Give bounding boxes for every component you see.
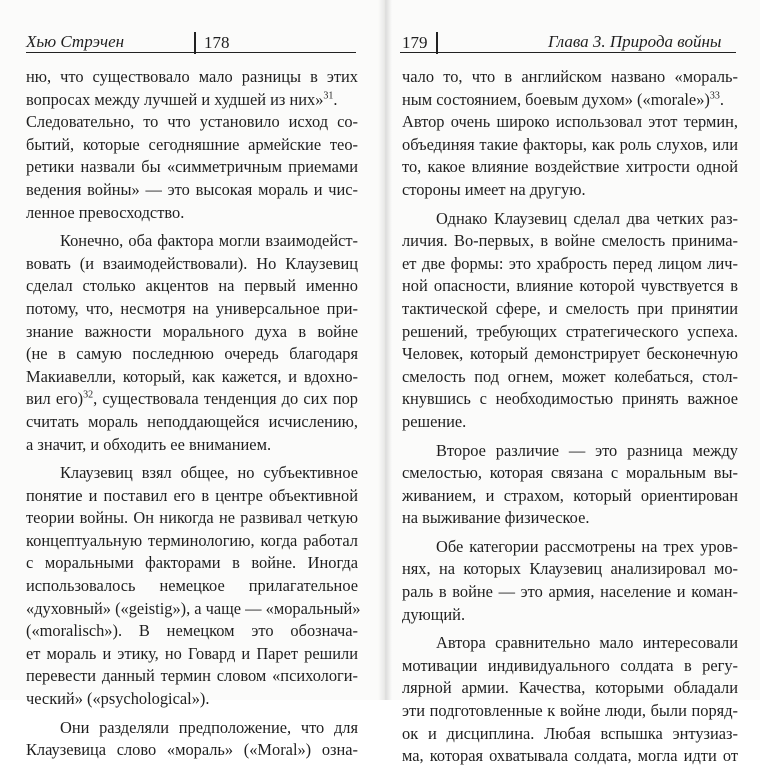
- text-line: ной опасности, влияние которой чувствуется в: [402, 276, 738, 296]
- text-line: ет две формы: это храбрость перед лицом лич-: [402, 253, 738, 273]
- text-line: ет мораль и этику, но Говард и Парет решили: [26, 643, 358, 663]
- text-line: живанием, и страхом, который ориентирован: [402, 485, 738, 505]
- header-rule-left: [26, 52, 356, 53]
- text-line: считать мораль неподдающейся исчислению,: [26, 411, 358, 431]
- text-line: Конечно, оба фактора могли взаимодейст-: [60, 231, 358, 251]
- text-line: объединяя такие факторы, как роль слухов, или: [402, 134, 738, 154]
- text-line: мотивации индивидуального солдата в регу-: [402, 655, 738, 675]
- footnote-ref[interactable]: 31: [323, 90, 334, 102]
- text-line: тактической сфере, и смелость при принятии: [402, 298, 738, 318]
- text-line: кнувшись с необходимостью принять важное: [402, 389, 738, 409]
- text-line: чало то, что в английском названо «мораль-: [402, 67, 738, 86]
- text-line: «духовный» («geistig»), а чаще — «моральный»: [26, 598, 361, 618]
- text-line: дующий.: [402, 604, 466, 624]
- text-line: Они разделяли предположение, что для: [60, 717, 358, 737]
- text-line: («moralisch»). В немецком это обознача-: [26, 621, 358, 641]
- text-line: то, какое влияние воздействие хитрости одной: [402, 157, 738, 177]
- text-line: Второе различие — это разница между: [436, 440, 738, 460]
- text-line: Клаузевица слово «мораль» («Moral») озна-: [26, 740, 358, 760]
- text-line: вовать (и взаимодействовали). Но Клаузевиц: [26, 253, 358, 273]
- footnote-ref[interactable]: 33: [709, 90, 720, 102]
- text-line: ведения войны» — это высокая мораль и чис-: [26, 179, 358, 199]
- text-line: концептуальную терминологию, когда работал: [26, 530, 358, 550]
- text-line: теории войны. Он никогда не развивал четкую: [26, 508, 358, 528]
- right-page-body: [402, 66, 738, 768]
- text-line: ным состоянием, боевым духом» («morale»)$^{33}$.: [402, 89, 724, 109]
- text-line: Автора сравнительно мало интересовали: [436, 633, 738, 653]
- left-page-body: [26, 66, 361, 762]
- book-gutter: [378, 0, 392, 700]
- text-line: раль в войне — это армия, население и коман-: [402, 582, 738, 602]
- text-line: эти подготовленные к войне люди, были поряд-: [402, 701, 738, 721]
- text-line: ню, что существовало мало разницы в этих: [26, 67, 358, 86]
- page-number-left: 178: [194, 32, 230, 54]
- text-line: перевести данный термин словом «психологи-: [26, 666, 358, 686]
- text-line: бытий, которые сегодняшние армейские тео-: [26, 134, 358, 154]
- text-line: с моральными факторами в войне. Иногда: [26, 553, 358, 573]
- text-line: Клаузевиц взял общее, но субъективное: [60, 463, 358, 483]
- text-line: вил его)$^{32}$, существовала тенденция до сих пор: [26, 389, 358, 409]
- text-line: стороны имеет на другую.: [402, 179, 586, 199]
- text-line: использовалось немецкое прилагательное: [26, 576, 358, 596]
- text-line: ленное превосходство.: [26, 202, 185, 222]
- text-line: ма, которая охватывала солдата, могла идти от: [402, 746, 738, 766]
- text-line: на выживание физическое.: [402, 508, 590, 528]
- text-line: знание важности морального духа в войне: [26, 321, 358, 341]
- text-line: сделал столько акцентов на первый именно: [26, 276, 358, 296]
- text-line: решение.: [402, 411, 467, 431]
- text-line: понятие и поставил его в центре объективной: [26, 485, 358, 505]
- text-line: лярной армии. Качества, которыми обладали: [402, 678, 738, 698]
- text-line: ок и дисциплина. Любая вспышка энтузиаз-: [402, 723, 738, 743]
- footnote-ref[interactable]: 32: [83, 389, 94, 401]
- text-line: Человек, который демонстрирует бесконечную: [402, 344, 738, 364]
- text-line: а значит, и обходить ее вниманием.: [26, 434, 272, 454]
- text-line: потому, что, несмотря на универсальное при-: [26, 298, 358, 318]
- text-line: Макиавелли, который, как кажется, и вдохно-: [26, 366, 358, 386]
- text-line: смелость под огнем, может колебаться, стол-: [402, 366, 738, 386]
- text-line: Однако Клаузевиц сделал два четких раз-: [436, 208, 738, 228]
- text-line: (не в самую последнюю очередь благодаря: [26, 344, 358, 364]
- text-line: решений, требующих стратегического успеха.: [402, 321, 738, 341]
- text-line: ческий» («psychological»).: [26, 689, 210, 709]
- text-line: Автор очень широко использовал этот термин,: [402, 112, 738, 132]
- header-rule-right: [400, 52, 736, 53]
- text-line: нях, на которых Клаузевиц анализировал мо-: [402, 559, 738, 579]
- right-page: [384, 0, 760, 766]
- page-number-right: 179: [402, 32, 438, 54]
- text-line: Следовательно, то что установило исход со-: [26, 112, 358, 132]
- text-line: вопросах между лучшей и худшей из них»$^{31}$.: [26, 89, 338, 109]
- text-line: Обе категории рассмотрены на трех уров-: [436, 536, 738, 556]
- text-line: личия. Во-первых, в войне смелость принима-: [402, 231, 738, 251]
- running-head-author: Хью Стрэчен: [26, 32, 125, 51]
- running-head-chapter: Глава 3. Природа войны: [548, 32, 722, 51]
- text-line: смелостью, которая связана с моральным вы-: [402, 463, 738, 483]
- text-line: ретики назвали бы «симметричным приемами: [26, 157, 358, 177]
